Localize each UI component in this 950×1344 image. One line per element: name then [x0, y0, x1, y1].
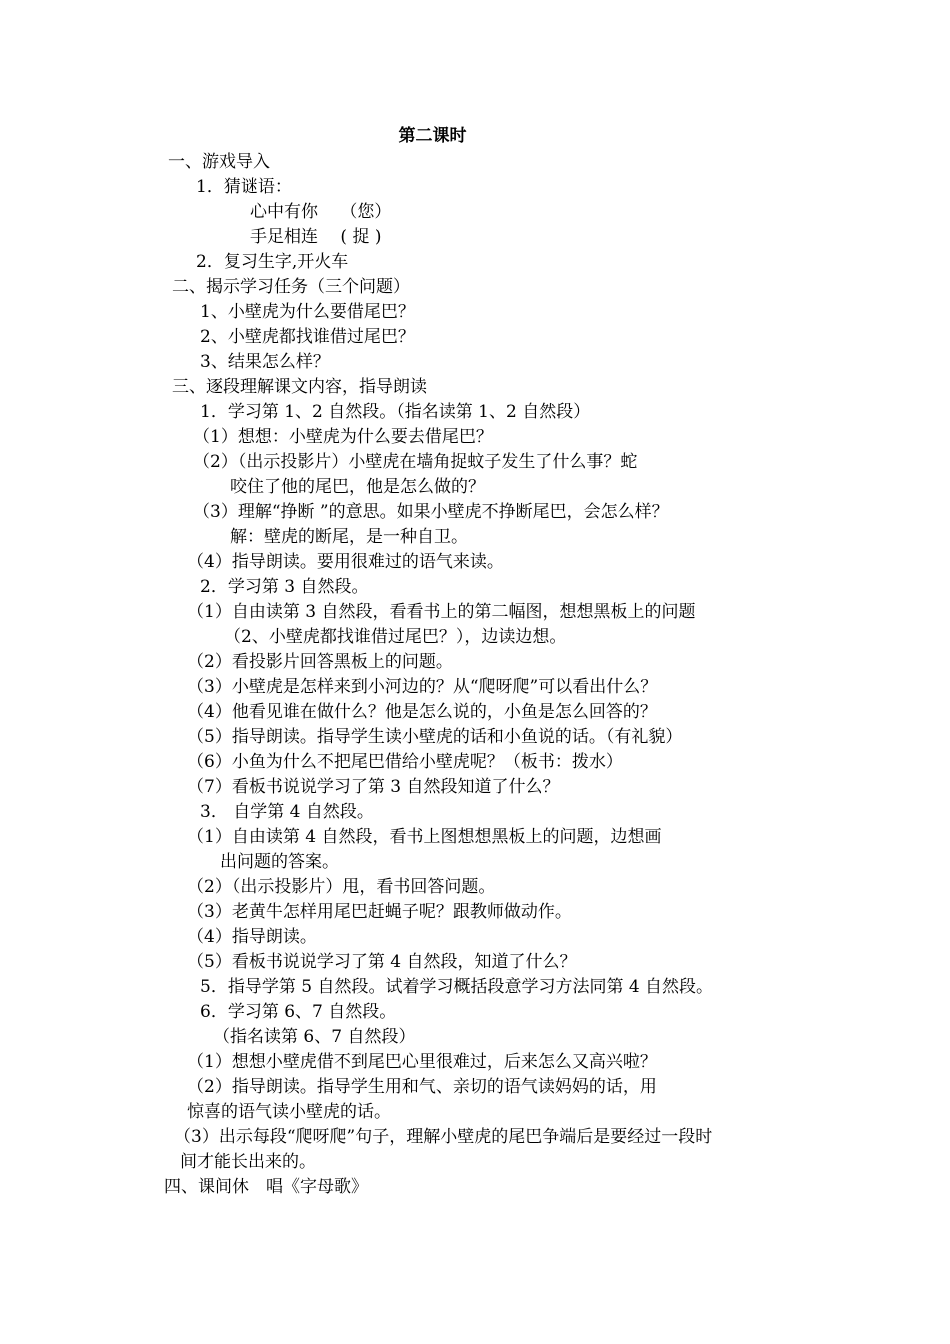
list-item: （1）自由读第 4 自然段，看书上图想想黑板上的问题，边想画 [187, 827, 662, 847]
list-item: （2）（出示投影片）小壁虎在墙角捉蚊子发生了什么事？蛇 [193, 452, 638, 472]
list-item-continuation: 间才能长出来的。 [180, 1152, 316, 1172]
list-item-continuation: 出问题的答案。 [220, 852, 339, 872]
riddle-line: 心中有你 （您） [250, 202, 392, 222]
list-item: （3）小壁虎是怎样来到小河边的？从“爬呀爬”可以看出什么？ [187, 677, 658, 697]
list-item-continuation: 惊喜的语气读小壁虎的话。 [187, 1102, 391, 1122]
list-item: （1）自由读第 3 自然段，看看书上的第二幅图，想想黑板上的问题 [187, 602, 696, 622]
list-item: （4）指导朗读。要用很难过的语气来读。 [187, 552, 504, 572]
page-title: 第二课时 [398, 126, 467, 146]
list-item: （2）指导朗读。指导学生用和气、亲切的语气读妈妈的话，用 [187, 1077, 657, 1097]
section-heading-3: 三、逐段理解课文内容，指导朗读 [172, 377, 427, 397]
riddle-line: 手足相连 ( 捉 ) [250, 227, 382, 247]
list-item: （3）出示每段“爬呀爬”句子，理解小壁虎的尾巴争端后是要经过一段时 [174, 1127, 713, 1147]
list-item: （1）想想：小壁虎为什么要去借尾巴？ [193, 427, 493, 447]
list-item-continuation: 咬住了他的尾巴，他是怎么做的？ [230, 477, 485, 497]
list-item: 3、结果怎么样？ [200, 352, 330, 372]
list-item: （1）想想小壁虎借不到尾巴心里很难过，后来怎么又高兴啦？ [187, 1052, 657, 1072]
section-heading-2: 二、揭示学习任务（三个问题） [172, 277, 410, 297]
list-item: （2）看投影片回答黑板上的问题。 [187, 652, 453, 672]
list-item: 2．复习生字,开火车 [196, 252, 349, 272]
list-item: （5）看板书说说学习了第 4 自然段，知道了什么？ [187, 952, 577, 972]
list-item: 2、小壁虎都找谁借过尾巴？ [200, 327, 415, 347]
list-item: 1．猜谜语： [196, 177, 292, 197]
list-item: （3）老黄牛怎样用尾巴赶蝇子呢？跟教师做动作。 [187, 902, 572, 922]
list-item: （3）理解“挣断 ”的意思。如果小壁虎不挣断尾巴，会怎么样？ [193, 502, 669, 522]
list-item: 5．指导学第 5 自然段。试着学习概括段意学习方法同第 4 自然段。 [200, 977, 714, 997]
section-heading-4: 四、课间休 唱《字母歌》 [164, 1177, 368, 1197]
list-item: （6）小鱼为什么不把尾巴借给小壁虎呢？（板书：拨水） [187, 752, 623, 772]
list-item: 2．学习第 3 自然段。 [200, 577, 369, 597]
list-item: （2）（出示投影片）甩，看书回答问题。 [187, 877, 496, 897]
list-item: （7）看板书说说学习了第 3 自然段知道了什么？ [187, 777, 560, 797]
list-item: （4）指导朗读。 [187, 927, 317, 947]
list-item: 1．学习第 1、2 自然段。（指名读第 1、2 自然段） [200, 402, 591, 422]
list-item: 1、小壁虎为什么要借尾巴？ [200, 302, 415, 322]
list-item-continuation: 解：壁虎的断尾，是一种自卫。 [230, 527, 468, 547]
list-item-continuation: （2、小壁虎都找谁借过尾巴？），边读边想。 [224, 627, 567, 647]
list-item: 6．学习第 6、7 自然段。 [200, 1002, 397, 1022]
list-item: （4）他看见谁在做什么？他是怎么说的，小鱼是怎么回答的？ [187, 702, 657, 722]
list-item: （5）指导朗读。指导学生读小壁虎的话和小鱼说的话。（有礼貌） [187, 727, 683, 747]
list-item-continuation: （指名读第 6、7 自然段） [213, 1027, 416, 1047]
list-item: 3． 自学第 4 自然段。 [200, 802, 374, 822]
section-heading-1: 一、游戏导入 [168, 152, 270, 172]
